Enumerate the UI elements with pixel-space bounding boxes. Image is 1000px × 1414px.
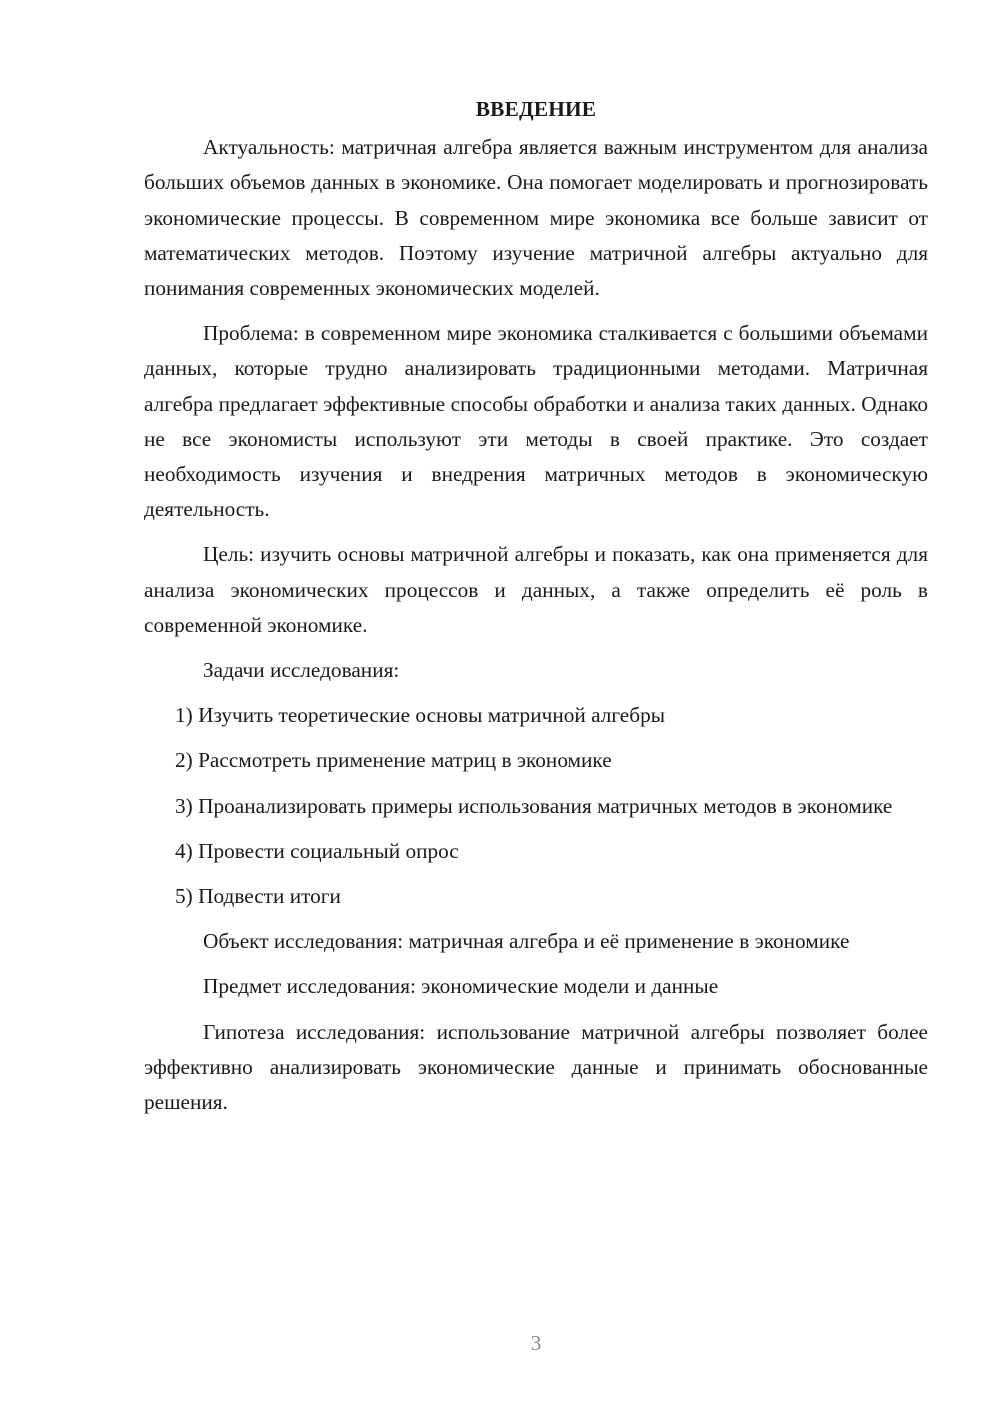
task-item-5: 5) Подвести итоги: [175, 884, 341, 909]
paragraph-subject: Предмет исследования: экономические модели и данные: [203, 974, 719, 999]
paragraph-goal: Цель: изучить основы матричной алгебры и показать, как она применяется для анализа экономических процессов и данных, а также определить её роль в современной экономике.: [144, 542, 928, 637]
paragraph-problem: Проблема: в современном мире экономика сталкивается с большими объемами данных, которые трудно анализировать традиционными методами. Матричная алгебра предлагает эффективные способы обработки и анализа таких данных. Однако не все экономисты используют эти методы в своей практике. Это создает необходимость изучения и внедрения матричных методов в экономическую деятельность.: [144, 321, 928, 522]
tasks-title: Задачи исследования:: [203, 658, 400, 683]
task-item-3: 3) Проанализировать примеры использования матричных методов в экономике: [175, 793, 893, 818]
task-item-4: 4) Провести социальный опрос: [175, 838, 459, 863]
paragraph-object: Объект исследования: матричная алгебра и её применение в экономике: [203, 929, 850, 954]
paragraph-relevance: Актуальность: матричная алгебра является важным инструментом для анализа больших объемов данных в экономике. Она помогает моделировать и прогнозировать экономические процессы. В современном мире экономика все больше зависит от математических методов. Поэтому изучение матричной алгебры актуально для понимания современных экономических моделей.: [144, 135, 928, 301]
section-heading: ВВЕДЕНИЕ: [475, 97, 597, 121]
document-page: [144, 92, 928, 1120]
task-item-2: 2) Рассмотреть применение матриц в экономике: [175, 748, 612, 773]
page-number: 3: [530, 1331, 542, 1355]
paragraph-hypothesis: Гипотеза исследования: использование матричной алгебры позволяет более эффективно анализировать экономические данные и принимать обоснованные решения.: [144, 1019, 928, 1115]
task-item-1: 1) Изучить теоретические основы матричной алгебры: [175, 703, 666, 728]
